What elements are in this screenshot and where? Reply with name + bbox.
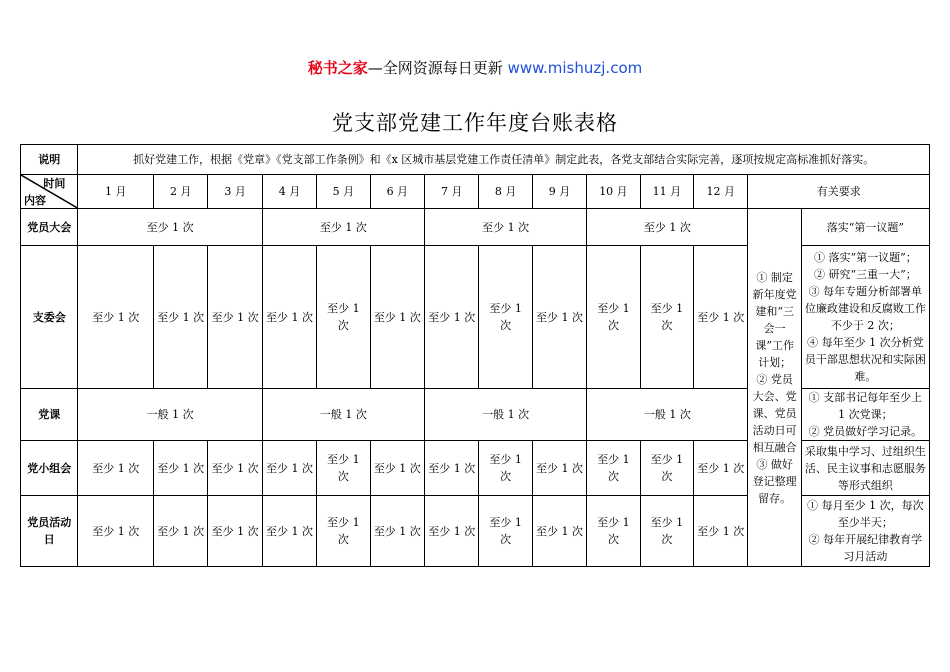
row-label-committee: 支委会 [21, 246, 78, 389]
month-header-row [21, 175, 930, 209]
month-cell: 至少 1 次 [640, 496, 693, 567]
row-label-party-lesson: 党课 [21, 389, 78, 441]
month-header: 4 月 [262, 175, 316, 209]
month-cell: 至少 1 次 [479, 246, 532, 389]
month-header: 1 月 [78, 175, 154, 209]
corner-time-label: 时间 [43, 177, 66, 190]
month-cell: 至少 1 次 [317, 246, 370, 389]
quarter-cell: 至少 1 次 [587, 209, 748, 246]
month-cell: 至少 1 次 [370, 496, 424, 567]
party-group-requirement: 采取集中学习、过组织生活、民主议事和志愿服务等形式组织 [801, 441, 929, 496]
explain-text: 抓好党建工作，根据《党章》《党支部工作条例》和《x 区城市基层党建工作责任清单》制定此表，各党支部结合实际完善，逐项按规定高标准抓好落实。 [78, 145, 930, 175]
committee-requirement: ① 落实“第一议题”； ② 研究“三重一大”； ③ 每年专题分析部署单位廉政建设和反腐败工作不少于 2 次； ④ 每年至少 1 次分析党员干部思想状况和实际困难。 [801, 246, 929, 389]
month-cell: 至少 1 次 [532, 496, 586, 567]
month-cell: 至少 1 次 [532, 441, 586, 496]
month-cell: 至少 1 次 [587, 246, 640, 389]
month-cell: 至少 1 次 [317, 496, 370, 567]
corner-content-label: 内容 [24, 194, 46, 207]
month-header: 9 月 [532, 175, 586, 209]
month-header: 10 月 [587, 175, 640, 209]
party-lesson-requirement: ① 支部书记每年至少上 1 次党课； ② 党员做好学习记录。 [801, 389, 929, 441]
month-cell: 至少 1 次 [78, 496, 154, 567]
month-cell: 至少 1 次 [208, 246, 262, 389]
month-header: 11 月 [640, 175, 693, 209]
month-cell: 至少 1 次 [640, 246, 693, 389]
row-label-party-meeting: 党员大会 [21, 209, 78, 246]
month-cell: 至少 1 次 [78, 441, 154, 496]
month-header: 7 月 [425, 175, 479, 209]
month-header: 6 月 [370, 175, 424, 209]
month-cell: 至少 1 次 [370, 246, 424, 389]
month-header: 12 月 [694, 175, 748, 209]
row-label-activity-day: 党员活动日 [21, 496, 78, 567]
document-title: 党支部党建工作年度台账表格 [332, 111, 618, 135]
month-header: 8 月 [479, 175, 532, 209]
month-cell: 至少 1 次 [479, 496, 532, 567]
banner-tagline: —全网资源每日更新 [367, 59, 503, 77]
month-cell: 至少 1 次 [587, 496, 640, 567]
month-cell: 至少 1 次 [694, 496, 748, 567]
party-meeting-requirement: 落实“第一议题” [801, 209, 929, 246]
month-cell: 至少 1 次 [587, 441, 640, 496]
month-cell: 至少 1 次 [208, 496, 262, 567]
month-cell: 至少 1 次 [317, 441, 370, 496]
merged-requirements-note: ① 制定新年度党建和“三会一课”工作计划； ② 党员大会、党课、党员活动日可相互融合 ③ 做好登记整理留存。 [748, 209, 801, 567]
month-header: 2 月 [153, 175, 207, 209]
requirements-header: 有关要求 [748, 175, 930, 209]
ledger-table [20, 144, 930, 567]
explain-label: 说明 [21, 145, 78, 175]
site-url-link[interactable]: www.mishuzj.com [507, 59, 643, 77]
month-cell: 至少 1 次 [262, 441, 316, 496]
month-cell: 至少 1 次 [78, 246, 154, 389]
site-banner [0, 57, 950, 78]
month-cell: 至少 1 次 [640, 441, 693, 496]
quarter-cell: 至少 1 次 [78, 209, 262, 246]
month-cell: 至少 1 次 [479, 441, 532, 496]
quarter-cell: 一般 1 次 [262, 389, 424, 441]
month-cell: 至少 1 次 [153, 496, 207, 567]
explain-row [21, 145, 930, 175]
corner-header-cell [21, 175, 78, 209]
quarter-cell: 至少 1 次 [262, 209, 424, 246]
month-cell: 至少 1 次 [370, 441, 424, 496]
month-cell: 至少 1 次 [532, 246, 586, 389]
month-cell: 至少 1 次 [208, 441, 262, 496]
month-cell: 至少 1 次 [262, 246, 316, 389]
month-cell: 至少 1 次 [694, 441, 748, 496]
month-cell: 至少 1 次 [425, 246, 479, 389]
quarter-cell: 一般 1 次 [78, 389, 262, 441]
quarter-cell: 至少 1 次 [425, 209, 587, 246]
quarter-cell: 一般 1 次 [587, 389, 748, 441]
month-header: 3 月 [208, 175, 262, 209]
activity-day-requirement: ① 每月至少 1 次，每次至少半天； ② 每年开展纪律教育学习月活动 [801, 496, 929, 567]
month-header: 5 月 [317, 175, 370, 209]
month-cell: 至少 1 次 [425, 496, 479, 567]
month-cell: 至少 1 次 [262, 496, 316, 567]
month-cell: 至少 1 次 [153, 246, 207, 389]
brand-name: 秘书之家 [307, 59, 368, 77]
quarter-cell: 一般 1 次 [425, 389, 587, 441]
month-cell: 至少 1 次 [425, 441, 479, 496]
row-label-party-group: 党小组会 [21, 441, 78, 496]
month-cell: 至少 1 次 [694, 246, 748, 389]
month-cell: 至少 1 次 [153, 441, 207, 496]
party-meeting-row [21, 209, 930, 246]
